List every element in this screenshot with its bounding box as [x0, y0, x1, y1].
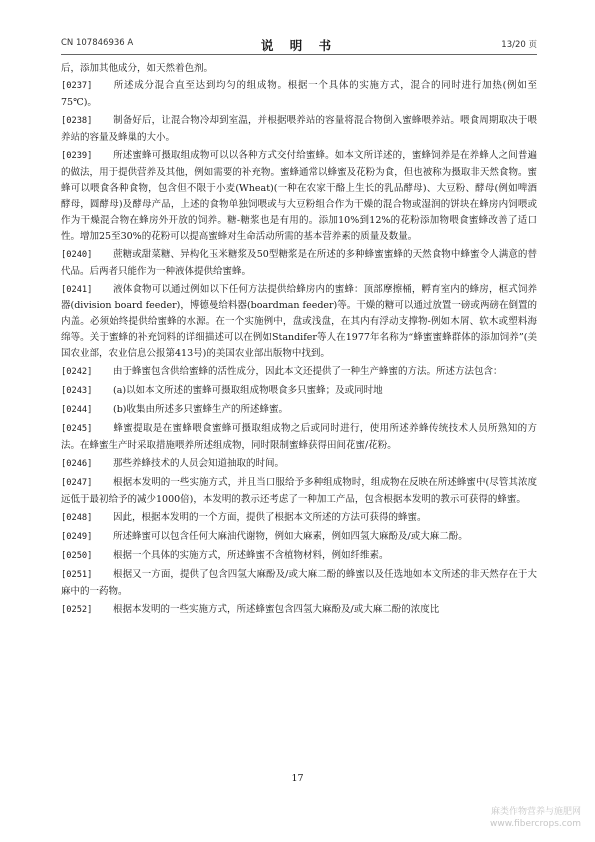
paragraph — [61, 602, 537, 619]
paragraph-number: [0246] — [61, 459, 93, 470]
paragraph-text: 所述成分混合直至达到均匀的组成物。根据一个具体的实施方式，混合的同时进行加热(例如至75℃)。 — [61, 80, 537, 109]
page-header — [61, 36, 537, 52]
document-body — [61, 61, 537, 621]
paragraph-number: [0247] — [61, 478, 93, 489]
watermark-url: www.fibercrops.com — [490, 819, 581, 829]
paragraph-number: [0237] — [61, 81, 93, 92]
paragraph-text: 液体食物可以通过例如以下任何方法提供给蜂房内的蜜蜂：顶部摩擦桶，孵育室内的蜂房，框式饲养器(division board feeder)，博德曼给料器(boardman feeder)等。干燥的糖可以通过放置一磅或两磅在倒置的内盖。必须始终提供给蜜蜂的水源。在一个实施例中，盘或浅盘，在其内有浮动支撑物-例如木屑、软木或塑料海绵等。关于蜜蜂的补充饲料的详细描述可以在例如Standifer等人在1977年名称为“蜂蜜蜜蜂群体的添加饲养”(美国农业部，农业信息公报第413号)的美国农业部出版物中找到。 — [61, 283, 537, 360]
paragraph — [61, 456, 537, 473]
paragraph-text: 制备好后，让混合物冷却到室温，并根据喂养站的容量将混合物倒入蜜蜂喂养站。喂食周期取决于喂养站的容量及蜂巢的大小。 — [61, 115, 537, 144]
page-number: 17 — [291, 773, 304, 784]
paragraph-text: 所述蜜蜂可摄取组成物可以以各种方式交付给蜜蜂。如本文所详述的，蜜蜂饲养是在养蜂人之间普遍的做法，用于提供营养及其他，例如需要的补充物。蜜蜂通常以蜂蜜及花粉为食，但也被称为摄取非天然食物。蜜蜂可以喂食各种食物，包含但不限于小麦(Wheat)(一种在农家干酪上生长的乳品酵母)、大豆粉、酵母(例如啤酒酵母，圆酵母)及酵母产品，上述的食物单独饲喂或与大豆粉组合作为干燥的混合物或湿润的饼块在蜂房内饲喂或作为干燥混合物在蜂房外开放的饲养。糖-糖浆也是有用的。添加10%到12%的花粉添加物喂食蜜蜂改善了适口性。增加25至30%的花粉可以提高蜜蜂对生命活动所需的基本营养素的质量及数量。 — [61, 150, 537, 242]
paragraph-text: 那些养蜂技术的人员会知道抽取的时间。 — [113, 458, 285, 470]
paragraph-number: [0245] — [61, 424, 93, 435]
paragraph-text: 根据一个具体的实施方式，所述蜂蜜不含植物材料，例如纤维素。 — [113, 549, 389, 561]
paragraph-number: [0250] — [61, 550, 93, 561]
paragraph — [61, 402, 537, 419]
paragraph-number: [0243] — [61, 386, 93, 397]
paragraph-number: [0252] — [61, 604, 93, 615]
paragraph-number: [0240] — [61, 249, 93, 260]
paragraph — [61, 383, 537, 400]
paragraph-text: 所述蜂蜜可以包含任何大麻油代谢物，例如大麻素，例如四氢大麻酚及/或大麻二酚。 — [113, 530, 468, 542]
paragraph-text: 根据本发明的一些实施方式，并且当口服给予多种组成物时，组成物在反映在所述蜂蜜中(尽管其浓度远低于最初给予的减少1000倍)，本发明的教示还考虑了一种加工产品，包含根据本发明的教示可获得的蜂蜜。 — [61, 477, 537, 505]
paragraph — [61, 78, 537, 111]
paragraph — [61, 567, 537, 600]
paragraph — [61, 364, 537, 381]
paragraph-text: 蔗糖或甜菜糖、异构化玉米糖浆及50型糖浆是在所述的多种蜂蜜蜜蜂的天然食物中蜂蜜令人满意的替代品。后两者只能作为一种液体提供给蜜蜂。 — [61, 248, 537, 277]
document-number: CN 107846936 A — [61, 38, 134, 48]
paragraph-text: 根据本发明的一些实施方式，所述蜂蜜包含四氢大麻酚及/或大麻二酚的浓度比 — [113, 603, 440, 615]
paragraph — [61, 548, 537, 565]
continuation-line: 后，添加其他成分，如天然着色剂。 — [61, 63, 214, 74]
header-rule — [61, 54, 537, 55]
paragraph — [61, 148, 537, 244]
paragraph-text: (b)收集由所述多只蜜蜂生产的所述蜂蜜。 — [113, 404, 288, 416]
paragraph — [61, 113, 537, 146]
paragraph — [61, 282, 537, 363]
paragraph-number: [0242] — [61, 367, 93, 378]
paragraph-number: [0241] — [61, 284, 93, 295]
paragraph-number: [0238] — [61, 116, 93, 127]
watermark — [490, 806, 581, 830]
paragraph-text: (a)以如本文所述的蜜蜂可摄取组成物喂食多只蜜蜂；及或同时地 — [113, 385, 383, 397]
paragraph-number: [0239] — [61, 151, 93, 162]
document-title: 说 明 书 — [260, 38, 338, 53]
paragraph — [61, 247, 537, 280]
paragraph-text: 因此，根据本发明的一个方面，提供了根据本文所述的方法可获得的蜂蜜。 — [113, 511, 427, 523]
paragraph — [61, 421, 537, 454]
paragraph-number: [0248] — [61, 512, 93, 523]
paragraph-number: [0249] — [61, 531, 93, 542]
page-indicator: 13/20 页 — [501, 40, 537, 50]
paragraph — [61, 510, 537, 527]
paragraph-text: 由于蜂蜜包含供给蜜蜂的活性成分，因此本文还提供了一种生产蜂蜜的方法。所述方法包含： — [113, 366, 503, 378]
paragraph — [61, 529, 537, 546]
paragraph-text: 根据又一方面，提供了包含四氢大麻酚及/或大麻二酚的蜂蜜以及任选地如本文所述的非天然存在于大麻中的一药物。 — [61, 568, 537, 597]
paragraph — [61, 475, 537, 508]
paragraph-number: [0251] — [61, 569, 93, 580]
paragraph-number: [0244] — [61, 405, 93, 416]
paragraph-text: 蜂蜜提取是在蜜蜂喂食蜜蜂可摄取组成物之后或同时进行，使用所述养蜂传统技术人员所熟知的方法。在蜂蜜生产时采取措施喂养所述组成物，同时限制蜜蜂获得田间花蜜/花粉。 — [61, 423, 537, 452]
watermark-site-name: 麻类作物营养与施肥网 — [490, 807, 581, 817]
